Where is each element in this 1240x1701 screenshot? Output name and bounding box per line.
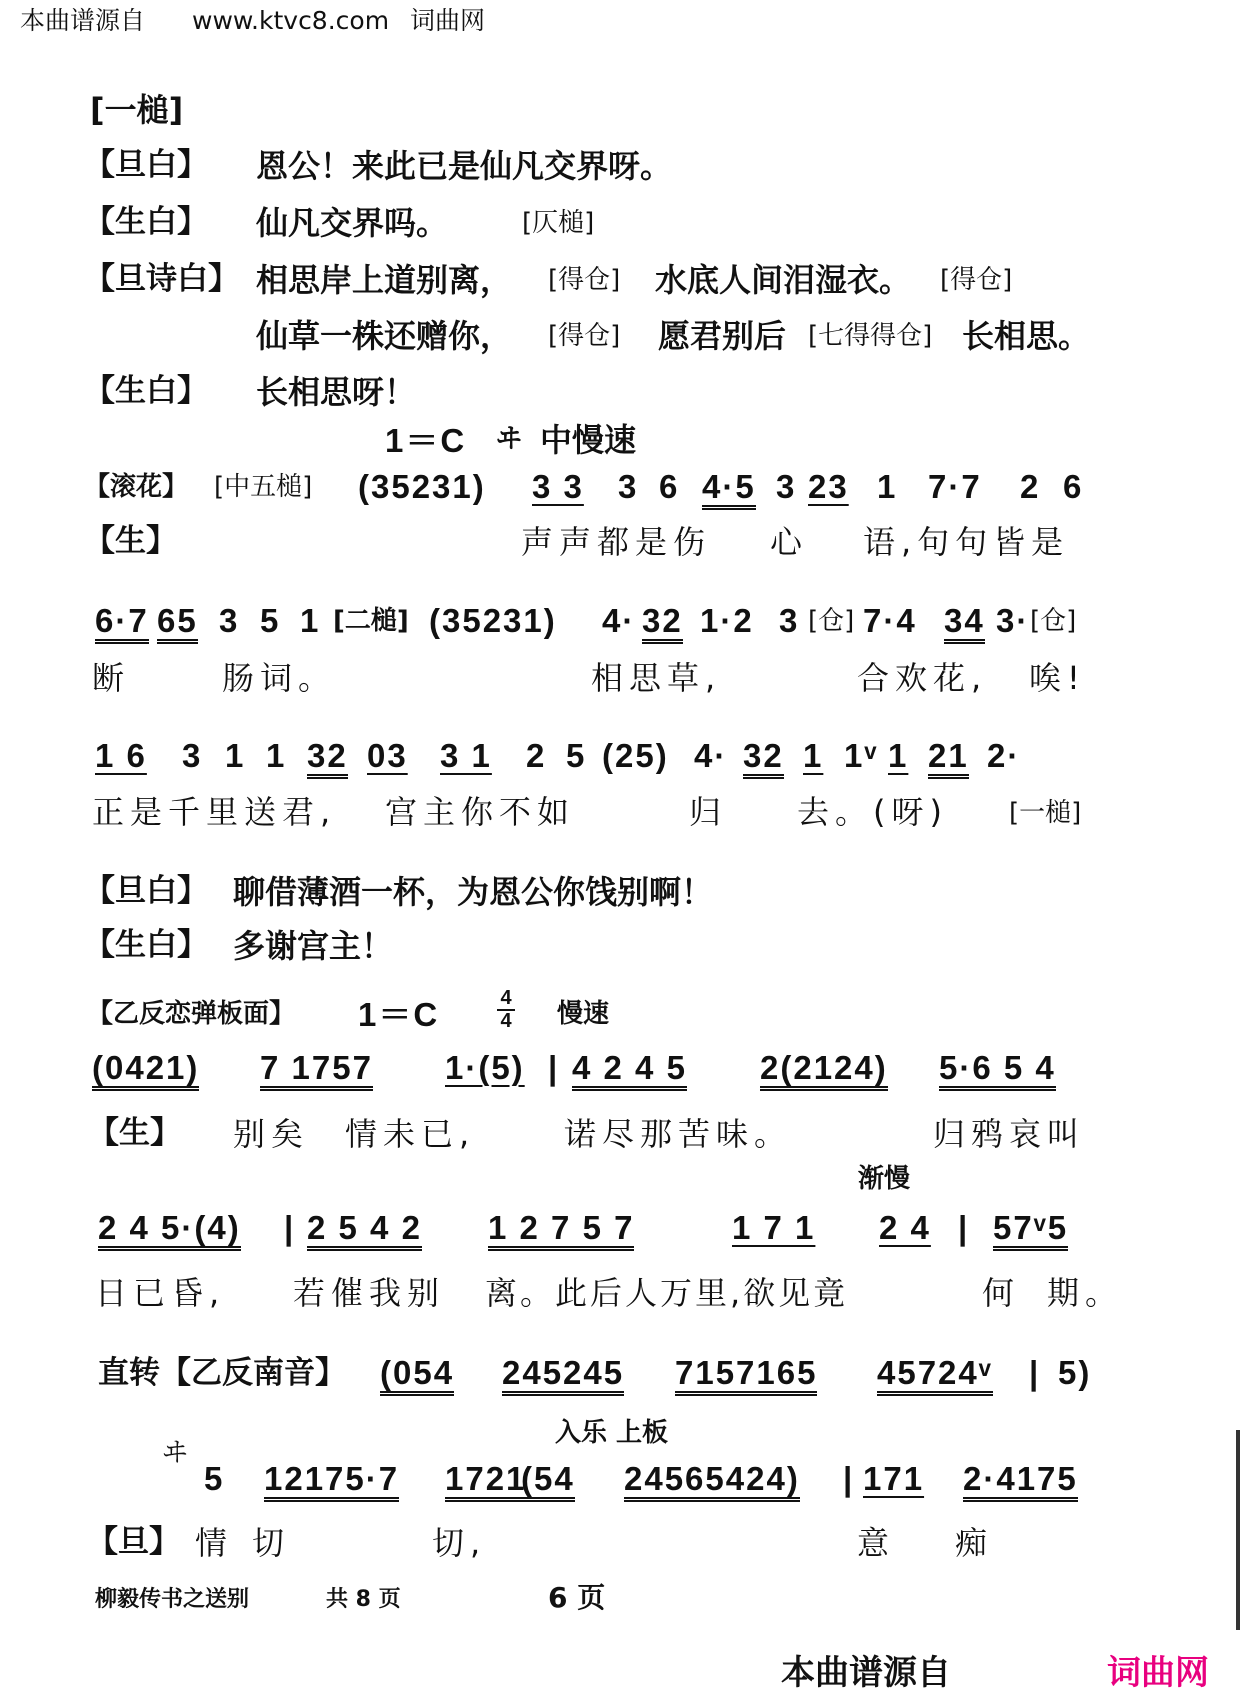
note-group: 3 bbox=[182, 737, 203, 774]
note-group: 23 bbox=[808, 468, 849, 505]
time-signature bbox=[497, 988, 515, 1032]
lyric: 断 bbox=[92, 659, 131, 697]
note-group: 1 bbox=[877, 468, 898, 505]
note-group: 34 bbox=[944, 604, 985, 644]
lyric: 心 bbox=[770, 523, 809, 561]
barline: | bbox=[548, 1049, 560, 1086]
tempo-mark: 慢速 bbox=[557, 999, 610, 1029]
note-group: (25) bbox=[602, 737, 669, 774]
header-site: 词曲网 bbox=[410, 6, 486, 35]
poem-line: 相思岸上道别离， bbox=[256, 261, 513, 299]
note-group: 2(2124) bbox=[760, 1051, 888, 1091]
note-group: 5 bbox=[204, 1460, 225, 1497]
cue: [得仓] bbox=[940, 265, 1013, 295]
tempo-cue: 入乐 上板 bbox=[555, 1418, 669, 1448]
note-group: 1ᵛ bbox=[844, 737, 879, 774]
lyric: 语,句句皆是 bbox=[863, 523, 1070, 561]
lyric: 何 bbox=[982, 1274, 1021, 1312]
dialogue-text: 长相思呀！ bbox=[256, 373, 417, 411]
note-group: 6 bbox=[659, 468, 680, 505]
lyric: 归 bbox=[689, 793, 728, 831]
role-label: 【旦诗白】 bbox=[84, 261, 239, 297]
footer-total-pages: 共 8 页 bbox=[326, 1587, 401, 1612]
note-group: 24565424) bbox=[624, 1462, 800, 1502]
note-group: 03 bbox=[367, 737, 408, 774]
cue: [仄槌] bbox=[522, 208, 595, 238]
cue: [得仓] bbox=[548, 265, 621, 295]
note-group: 3 1 bbox=[440, 737, 492, 774]
lyric: 期。 bbox=[1047, 1274, 1124, 1312]
note-group: 5·6 5 4 bbox=[939, 1051, 1056, 1091]
poem-line: 愿君别后 bbox=[658, 317, 787, 355]
watermark-logo: 词曲网 bbox=[1107, 1653, 1209, 1693]
note-group: 1 bbox=[803, 737, 824, 774]
singer-label: 【生】 bbox=[84, 523, 177, 559]
lyric: 别矣 bbox=[233, 1115, 310, 1153]
note-group: 32 bbox=[743, 739, 784, 779]
note-group: 1721 bbox=[445, 1462, 526, 1502]
cue: [一槌] bbox=[1009, 798, 1082, 828]
note-group: 3 bbox=[618, 468, 639, 505]
note-group: 7 1757 bbox=[260, 1051, 373, 1091]
note-group: 2 bbox=[526, 737, 547, 774]
note-group: 4·5 bbox=[702, 470, 756, 510]
poem-line: 长相思。 bbox=[962, 317, 1091, 355]
lyric: 合欢花, bbox=[857, 659, 988, 697]
lyric: 日已昏, bbox=[95, 1274, 226, 1312]
lyric: 归鸦哀叫 bbox=[933, 1115, 1086, 1153]
note-group: 32 bbox=[642, 604, 683, 644]
note-group: 3 bbox=[779, 602, 800, 639]
note-group: 3 bbox=[219, 602, 240, 639]
lyric: 离。此后人万里,欲见竟 bbox=[485, 1274, 849, 1312]
note-group: 2 5 4 2 bbox=[307, 1211, 422, 1251]
note-group: 1 bbox=[225, 737, 246, 774]
note-group: 21 bbox=[928, 739, 969, 779]
barline: | bbox=[958, 1209, 970, 1246]
role-label: 【旦白】 bbox=[84, 873, 208, 909]
note-group: 32 bbox=[307, 739, 348, 779]
note-group: 2 4 5·(4) bbox=[98, 1211, 241, 1251]
note-group: 1 6 bbox=[95, 737, 147, 774]
note-group: 2 bbox=[1020, 468, 1041, 505]
footer-title: 柳毅传书之送别 bbox=[95, 1587, 250, 1612]
note-group: 2· bbox=[987, 737, 1021, 774]
note-group: 1 bbox=[888, 737, 909, 774]
lyric: 宫主你不如 bbox=[385, 793, 576, 831]
lyric: 若催我别 bbox=[293, 1274, 446, 1312]
cue: [七得得仓] bbox=[808, 321, 933, 351]
note-group: 7·7 bbox=[928, 468, 982, 505]
note-group: (054 bbox=[380, 1356, 454, 1396]
barline: | bbox=[284, 1209, 296, 1246]
key-signature: 1＝C bbox=[358, 996, 440, 1033]
note-group: (35231) bbox=[358, 468, 486, 505]
role-label: 【生白】 bbox=[84, 204, 208, 240]
dialogue-text: 多谢宫主！ bbox=[233, 927, 394, 965]
lyric: 痴 bbox=[955, 1524, 994, 1562]
lyric: 切 bbox=[252, 1524, 291, 1562]
cue: [仓] bbox=[1030, 606, 1077, 636]
watermark-source: 本曲谱源自 bbox=[781, 1653, 951, 1693]
note-group: 45724ᵛ bbox=[877, 1356, 993, 1396]
note-group: (54 bbox=[521, 1462, 575, 1502]
note-group: 1·2 bbox=[700, 602, 754, 639]
time-top: 4 bbox=[497, 988, 515, 1011]
note-group: 245245 bbox=[502, 1356, 624, 1396]
free-meter-mark: ヰ bbox=[162, 1438, 189, 1468]
lyric: 声声都是伤 bbox=[521, 523, 712, 561]
note-group: 2·4175 bbox=[963, 1462, 1078, 1502]
note-group: 4 2 4 5 bbox=[572, 1051, 687, 1091]
dialogue-text: 仙凡交界吗。 bbox=[256, 204, 449, 242]
tempo-mark: 中慢速 bbox=[540, 421, 637, 459]
cue: [一槌] bbox=[90, 91, 184, 129]
note-group: 12175·7 bbox=[264, 1462, 399, 1502]
note-group: 3· bbox=[996, 602, 1030, 639]
lyric: 意 bbox=[857, 1524, 896, 1562]
note-group: 65 bbox=[157, 604, 198, 644]
lyric: 正是千里送君, bbox=[92, 793, 337, 831]
ritardando-mark: 渐慢 bbox=[858, 1164, 911, 1194]
note-group: 57ᵛ5 bbox=[993, 1211, 1068, 1251]
header-url[interactable]: www.ktvc8.com bbox=[192, 6, 390, 35]
note-group: 1 7 1 bbox=[732, 1209, 816, 1246]
singer-label: 【生】 bbox=[88, 1115, 181, 1151]
header-source: 本曲谱源自 bbox=[20, 6, 146, 35]
note-group: 6 bbox=[1063, 468, 1084, 505]
tune-label: 直转【乙反南音】 bbox=[98, 1355, 346, 1391]
poem-line: 水底人间泪湿衣。 bbox=[655, 261, 912, 299]
dialogue-text: 恩公！来此已是仙凡交界呀。 bbox=[256, 147, 673, 185]
time-bottom: 4 bbox=[500, 1010, 512, 1032]
note-group: (35231) bbox=[429, 602, 557, 639]
poem-line: 仙草一株还赠你， bbox=[256, 317, 513, 355]
lyric: 肠词。 bbox=[222, 659, 337, 697]
note-group: 7157165 bbox=[675, 1356, 817, 1396]
note-group: 171 bbox=[863, 1460, 925, 1497]
lyric: 情未已, bbox=[345, 1115, 476, 1153]
role-label: 【生白】 bbox=[84, 373, 208, 409]
role-label: 【旦白】 bbox=[84, 147, 208, 183]
tune-label: 【滚花】 bbox=[84, 472, 189, 502]
tune-label: 【乙反恋弹板面】 bbox=[87, 999, 296, 1029]
lyric: 去。(呀) bbox=[797, 793, 948, 831]
cue: [得仓] bbox=[548, 321, 621, 351]
note-group: 5) bbox=[1058, 1354, 1092, 1391]
lyric: 唉! bbox=[1029, 659, 1086, 697]
cue: [仓] bbox=[808, 606, 855, 636]
singer-label: 【旦】 bbox=[87, 1524, 180, 1560]
note-group: 1 bbox=[266, 737, 287, 774]
dialogue-text: 聊借薄酒一杯，为恩公你饯别啊！ bbox=[233, 873, 714, 911]
free-meter-mark: ヰ bbox=[496, 424, 523, 454]
note-group: 2 4 bbox=[879, 1209, 931, 1246]
barline: | bbox=[1029, 1354, 1041, 1391]
page-number: 6 页 bbox=[548, 1581, 606, 1614]
note-group: 3 3 bbox=[532, 468, 584, 505]
note-group: 7·4 bbox=[863, 602, 917, 639]
lyric: 切, bbox=[432, 1524, 487, 1562]
note-group: 5 bbox=[566, 737, 587, 774]
note-group: 1 bbox=[300, 602, 321, 639]
note-group: 4· bbox=[694, 737, 728, 774]
lyric: 诺尽那苦味。 bbox=[564, 1115, 793, 1153]
page-edge bbox=[1236, 1430, 1240, 1630]
lyric: 相思草, bbox=[591, 659, 722, 697]
note-group: 1 2 7 5 7 bbox=[488, 1211, 634, 1251]
note-group: 5 bbox=[260, 602, 281, 639]
note-group: (0421) bbox=[92, 1051, 199, 1091]
note-group: 6·7 bbox=[95, 604, 149, 644]
lyric: 情 bbox=[195, 1524, 234, 1562]
note-group: 3 bbox=[776, 468, 797, 505]
key-signature: 1＝C bbox=[385, 422, 467, 459]
role-label: 【生白】 bbox=[84, 927, 208, 963]
barline: | bbox=[843, 1460, 855, 1497]
note-group: 1·(5) bbox=[445, 1049, 525, 1086]
cue: [中五槌] bbox=[214, 472, 313, 502]
note-group: 4· bbox=[602, 602, 636, 639]
cue: [二槌] bbox=[333, 606, 409, 636]
